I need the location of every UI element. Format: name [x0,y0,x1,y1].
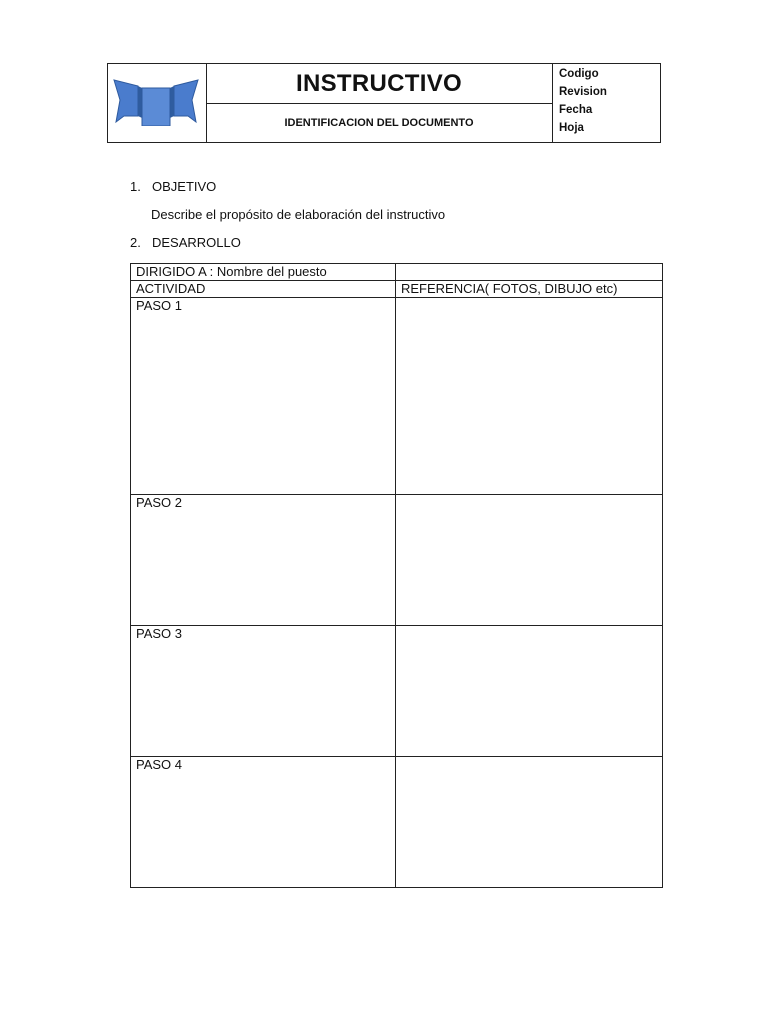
table-row [131,264,663,281]
section-title: OBJETIVO [152,179,217,194]
step-cell-2: PASO 2 [131,495,396,626]
table-row [131,495,663,626]
section-desarrollo-heading [130,235,241,250]
column-header-actividad: ACTIVIDAD [131,281,396,298]
step-cell-4: PASO 4 [131,757,396,888]
table-row [131,281,663,298]
section-number: 2. [130,235,141,250]
section-objetivo-text: Describe el propósito de elaboración del instructivo [151,207,446,222]
ribbon-banner-icon [112,76,200,126]
reference-cell-3 [396,626,663,757]
instruction-table [130,263,663,888]
section-number: 1. [130,179,141,194]
document-subtitle: IDENTIFICACION DEL DOCUMENTO [206,104,553,142]
meta-hoja: Hoja [559,122,584,134]
dirigido-value-cell [396,264,663,281]
reference-cell-1 [396,298,663,495]
meta-fecha: Fecha [559,104,593,116]
section-title: DESARROLLO [152,235,241,250]
column-header-referencia: REFERENCIA( FOTOS, DIBUJO etc) [396,281,663,298]
meta-codigo: Codigo [559,68,599,80]
document-header [107,63,661,143]
reference-cell-2 [396,495,663,626]
table-row [131,757,663,888]
section-objetivo-heading [130,179,216,194]
document-title: INSTRUCTIVO [206,64,553,104]
reference-cell-4 [396,757,663,888]
dirigido-cell: DIRIGIDO A : Nombre del puesto [131,264,396,281]
meta-revision: Revision [559,86,607,98]
document-meta [553,64,660,142]
logo-cell [108,64,207,142]
step-cell-3: PASO 3 [131,626,396,757]
table-row [131,626,663,757]
table-row [131,298,663,495]
step-cell-1: PASO 1 [131,298,396,495]
